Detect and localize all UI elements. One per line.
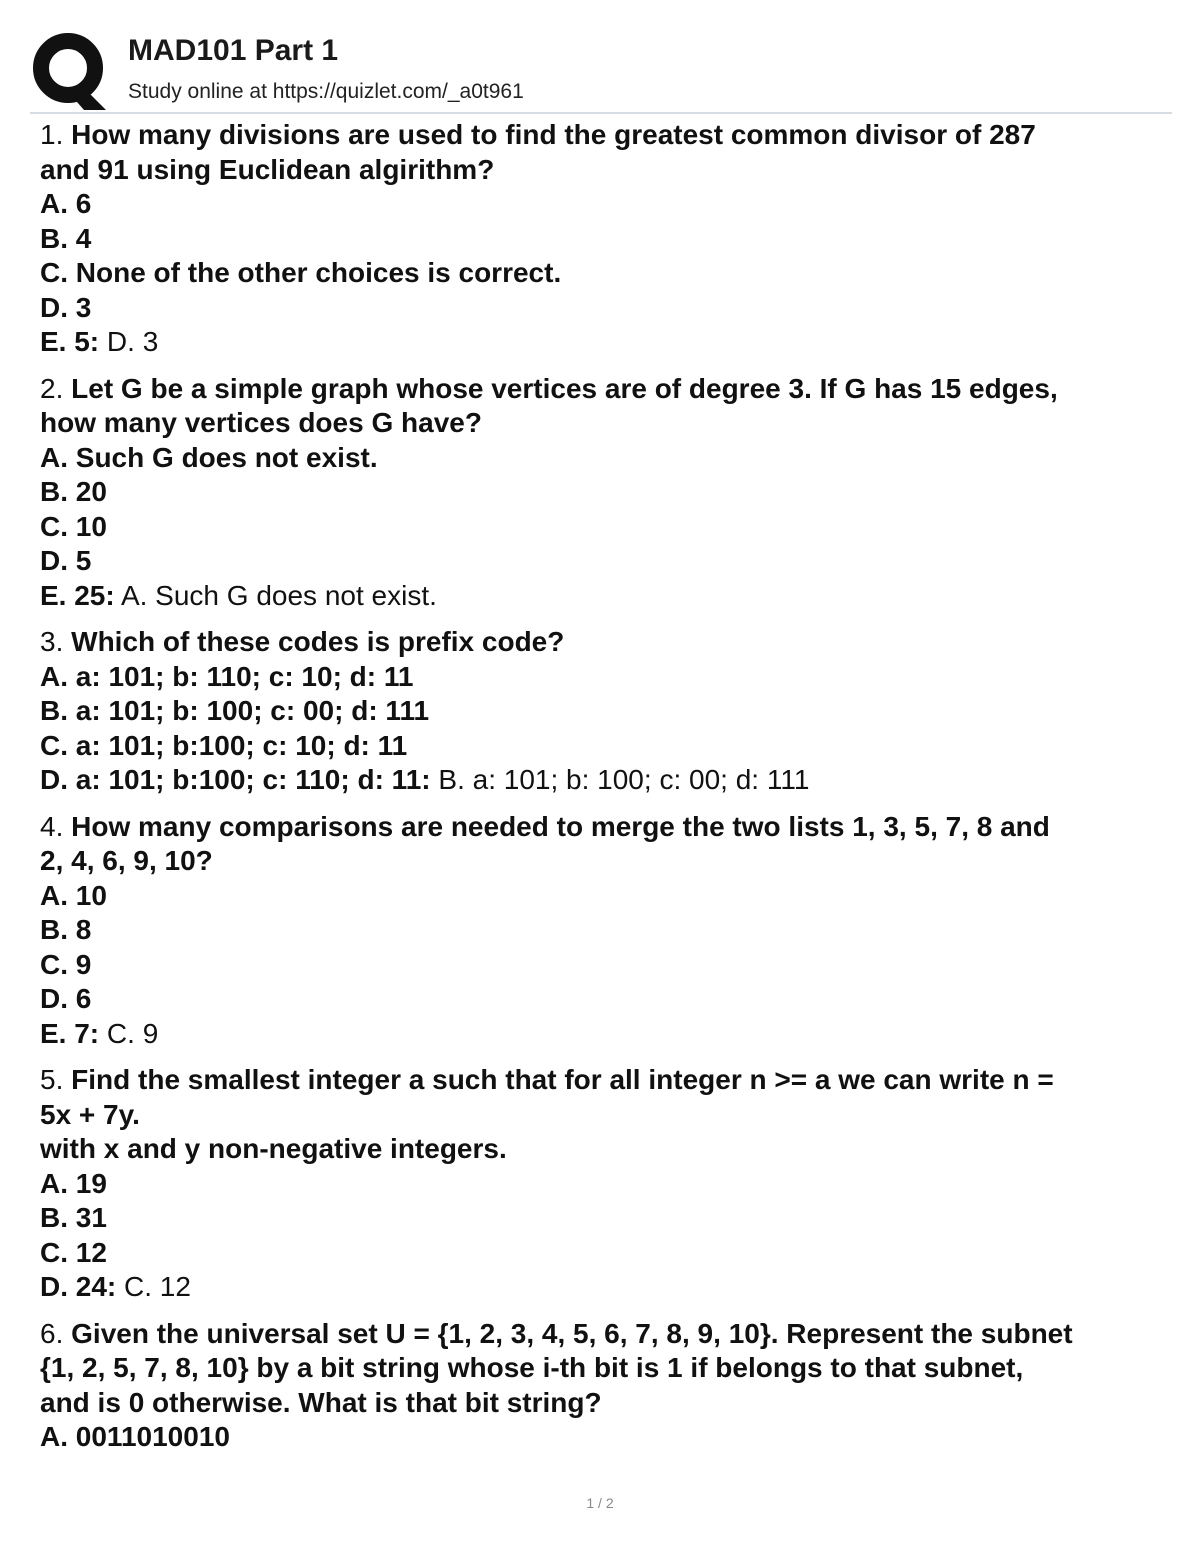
question-number: 2. (40, 372, 64, 404)
question-line (40, 291, 1172, 326)
question-answer-line (40, 1017, 1172, 1052)
question-line (40, 544, 1172, 579)
correct-answer: D. 3 (106, 326, 159, 357)
question-line (40, 256, 1172, 291)
question-1 (40, 118, 1172, 360)
question-prompt: Find the smallest integer a such that for all integer n >= a we can write n = (71, 1064, 1054, 1095)
question-prompt: How many comparisons are needed to merge the two lists 1, 3, 5, 7, 8 and (71, 810, 1050, 842)
question-prompt: Which of these codes is prefix code? (71, 626, 565, 657)
answer-option: D. 24: (40, 1271, 117, 1302)
question-line (40, 660, 1172, 695)
question-3 (40, 625, 1172, 798)
answer-option: D. 6 (40, 983, 92, 1014)
question-line (40, 406, 1172, 441)
question-number: 5. (40, 1064, 64, 1095)
question-answer-line (40, 763, 1172, 798)
answer-option: B. 8 (40, 914, 92, 945)
answer-option: A. 10 (40, 879, 107, 911)
question-2 (40, 372, 1172, 614)
answer-option: and is 0 otherwise. What is that bit string? (40, 1386, 602, 1418)
answer-option: B. 4 (40, 222, 92, 254)
document-title: MAD101 Part 1 (128, 34, 339, 67)
question-4 (40, 810, 1172, 1052)
answer-option: D. a: 101; b:100; c: 110; d: 11: (40, 764, 431, 795)
question-prompt: Let G be a simple graph whose vertices are of degree 3. If G has 15 edges, (71, 372, 1058, 404)
question-line (40, 1201, 1172, 1236)
question-line (40, 1167, 1172, 1202)
quizlet-q-logo-icon (30, 30, 110, 110)
answer-option: C. 10 (40, 510, 107, 542)
answer-option: with x and y non-negative integers. (40, 1133, 507, 1164)
question-text-line (40, 372, 1172, 407)
question-5 (40, 1063, 1172, 1305)
answer-option: E. 5: (40, 326, 100, 357)
study-online-link[interactable]: Study online at https://quizlet.com/_a0t961 (128, 80, 524, 103)
question-line (40, 510, 1172, 545)
answer-option: 2, 4, 6, 9, 10? (40, 845, 213, 876)
answer-option: how many vertices does G have? (40, 407, 482, 438)
answer-option: B. 31 (40, 1202, 107, 1233)
answer-option: E. 25: (40, 579, 115, 611)
answer-option: B. a: 101; b: 100; c: 00; d: 111 (40, 695, 430, 726)
question-line (40, 222, 1172, 257)
question-line (40, 844, 1172, 879)
question-prompt: How many divisions are used to find the greatest common divisor of 287 (71, 119, 1036, 150)
question-6 (40, 1317, 1172, 1455)
header-divider (30, 112, 1172, 114)
question-text-line (40, 118, 1172, 153)
question-line (40, 153, 1172, 188)
question-line (40, 913, 1172, 948)
question-line (40, 948, 1172, 983)
question-line (40, 729, 1172, 764)
question-answer-line (40, 1270, 1172, 1305)
question-number: 4. (40, 810, 64, 842)
question-text-line (40, 625, 1172, 660)
question-line (40, 694, 1172, 729)
answer-option: C. a: 101; b:100; c: 10; d: 11 (40, 729, 408, 761)
question-line (40, 1098, 1172, 1133)
question-number: 1. (40, 119, 64, 150)
page-header (30, 30, 1172, 112)
question-number: 3. (40, 626, 64, 657)
correct-answer: B. a: 101; b: 100; c: 00; d: 111 (438, 764, 810, 795)
answer-option: C. None of the other choices is correct. (40, 257, 562, 288)
correct-answer: C. 9 (106, 1017, 159, 1049)
question-line (40, 982, 1172, 1017)
question-prompt: Given the universal set U = {1, 2, 3, 4, 5, 6, 7, 8, 9, 10}. Represent the subnet (71, 1317, 1073, 1349)
question-answer-line (40, 579, 1172, 614)
question-line (40, 1386, 1172, 1421)
question-text-line (40, 1317, 1172, 1352)
answer-option: C. 9 (40, 948, 92, 980)
answer-option: and 91 using Euclidean algirithm? (40, 153, 495, 185)
answer-option: A. a: 101; b: 110; c: 10; d: 11 (40, 660, 414, 692)
question-list (40, 118, 1172, 1467)
question-line (40, 1420, 1172, 1455)
question-line (40, 879, 1172, 914)
answer-option: A. 0011010010 (40, 1421, 230, 1452)
answer-option: A. 6 (40, 188, 92, 219)
page-indicator: 1 / 2 (586, 1495, 614, 1511)
question-line (40, 475, 1172, 510)
answer-option: A. Such G does not exist. (40, 441, 378, 473)
answer-option: D. 3 (40, 291, 92, 323)
question-line (40, 1132, 1172, 1167)
question-text-line (40, 1063, 1172, 1098)
correct-answer: C. 12 (124, 1271, 191, 1302)
answer-option: C. 12 (40, 1236, 107, 1268)
question-text-line (40, 810, 1172, 845)
answer-option: E. 7: (40, 1017, 100, 1049)
question-number: 6. (40, 1317, 64, 1349)
answer-option: 5x + 7y. (40, 1098, 140, 1130)
answer-option: B. 20 (40, 476, 107, 507)
question-line (40, 187, 1172, 222)
answer-option: {1, 2, 5, 7, 8, 10} by a bit string whose i-th bit is 1 if belongs to that subnet, (40, 1352, 1024, 1383)
correct-answer: A. Such G does not exist. (120, 579, 437, 611)
question-answer-line (40, 325, 1172, 360)
question-line (40, 1236, 1172, 1271)
answer-option: A. 19 (40, 1167, 107, 1199)
question-line (40, 1351, 1172, 1386)
question-line (40, 441, 1172, 476)
answer-option: D. 5 (40, 545, 92, 576)
